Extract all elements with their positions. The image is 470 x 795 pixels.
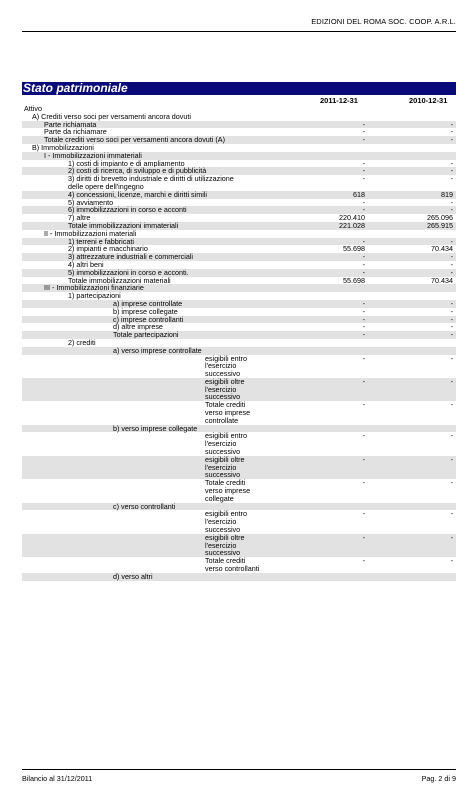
table-row: [22, 300, 456, 308]
row-label: Totale partecipazioni: [113, 330, 179, 340]
value-2011: -: [362, 166, 365, 176]
value-2010: -: [450, 158, 453, 168]
row-label: b) imprese collegate: [113, 306, 178, 316]
value-2011: -: [362, 330, 365, 340]
balance-sheet-table: [22, 105, 456, 581]
value-2011: 55.698: [343, 275, 365, 285]
value-2011: -: [362, 119, 365, 129]
value-2011: -: [362, 314, 365, 324]
row-label: Totale crediti verso imprese collegate: [205, 478, 251, 503]
table-row: [22, 316, 456, 324]
row-label: d) altre imprese: [113, 322, 163, 332]
value-2010: -: [450, 431, 453, 441]
value-2011: -: [362, 376, 365, 386]
row-label: Parte da richiamare: [44, 127, 107, 137]
table-row: [22, 573, 456, 581]
row-label: I - Immobilizzazioni immateriali: [44, 150, 142, 160]
column-headers: [0, 96, 470, 105]
row-label: Totale crediti verso controllanti: [205, 556, 260, 574]
row-label: esigibili entro l'esercizio successivo: [205, 353, 247, 379]
table-row: [22, 534, 456, 557]
value-2011: 221.028: [339, 220, 365, 230]
value-2011: -: [362, 158, 365, 168]
value-2011: -: [362, 306, 365, 316]
value-2011: -: [362, 431, 365, 441]
value-2011: -: [362, 205, 365, 215]
table-row: [22, 292, 456, 300]
table-row: [22, 401, 456, 424]
row-label: 3) diritti di brevetto industriale e diritti di utilizzazione delle opere dell'ingegno: [68, 174, 234, 191]
table-row: [22, 323, 456, 331]
section-title: Stato patrimoniale: [22, 82, 456, 95]
table-row: [22, 355, 456, 378]
value-2011: -: [362, 252, 365, 262]
value-2011: -: [362, 135, 365, 145]
column-header-2010: 2010-12-31: [409, 96, 448, 105]
row-label: 7) altre: [68, 213, 91, 223]
table-row: [22, 456, 456, 479]
value-2011: -: [362, 478, 365, 488]
value-2011: -: [362, 322, 365, 332]
value-2011: -: [362, 197, 365, 207]
value-2010: -: [450, 174, 453, 184]
row-label: esigibili oltre l'esercizio successivo: [205, 376, 245, 402]
value-2010: -: [450, 376, 453, 386]
value-2010: -: [450, 478, 453, 488]
row-label: 1) partecipazioni: [68, 291, 121, 301]
value-2010: 70.434: [431, 275, 453, 285]
value-2010: -: [450, 509, 453, 519]
row-label: esigibili oltre l'esercizio successivo: [205, 532, 245, 558]
row-label: Totale immobilizzazioni immateriali: [68, 220, 179, 230]
value-2011: 55.698: [343, 244, 365, 254]
page-number: Pag. 2 di 9: [421, 774, 456, 783]
value-2010: -: [450, 119, 453, 129]
row-label: 4) altri beni: [68, 259, 104, 269]
value-2010: -: [450, 252, 453, 262]
value-2011: -: [362, 259, 365, 269]
row-label: II - Immobilizzazioni materiali: [44, 228, 137, 238]
row-label: 1) costi di impianto e di ampliamento: [68, 158, 185, 168]
column-header-2011: 2011-12-31: [320, 96, 358, 105]
value-2011: -: [362, 353, 365, 363]
row-label: III - Immobilizzazioni finanziarie: [44, 283, 144, 293]
value-2010: -: [450, 322, 453, 332]
row-label: c) imprese controllanti: [113, 314, 184, 324]
row-label: Parte richiamata: [44, 119, 97, 129]
row-label: 3) attrezzature industriali e commerciali: [68, 252, 194, 262]
value-2010: -: [450, 197, 453, 207]
value-2011: -: [362, 532, 365, 542]
value-2011: -: [362, 127, 365, 137]
value-2010: -: [450, 330, 453, 340]
value-2011: -: [362, 267, 365, 277]
row-label: 4) concessioni, licenze, marchi e diritti simili: [68, 189, 208, 199]
row-label: d) verso altri: [113, 571, 153, 581]
value-2011: -: [362, 509, 365, 519]
value-2011: -: [362, 298, 365, 308]
row-label: Totale crediti verso imprese controllate: [205, 400, 251, 425]
table-row: [22, 557, 456, 573]
table-row: [22, 308, 456, 316]
value-2010: -: [450, 306, 453, 316]
value-2010: -: [450, 556, 453, 566]
value-2010: -: [450, 353, 453, 363]
footer-label: Bilancio al 31/12/2011: [22, 774, 93, 783]
value-2010: 819: [441, 189, 453, 199]
table-row: [22, 339, 456, 347]
value-2010: 265.915: [427, 220, 453, 230]
row-label: Attivo: [24, 104, 42, 113]
value-2011: 618: [353, 189, 365, 199]
value-2010: 70.434: [431, 244, 453, 254]
value-2010: -: [450, 267, 453, 277]
table-row: [22, 175, 456, 191]
row-label: B) Immobilizzazioni: [32, 142, 94, 152]
row-label: 2) costi di ricerca, di sviluppo e di pubblicità: [68, 166, 207, 176]
row-label: 5) immobilizzazioni in corso e acconti.: [68, 267, 189, 277]
row-label: 2) crediti: [68, 337, 96, 347]
value-2010: -: [450, 454, 453, 464]
value-2010: -: [450, 400, 453, 410]
value-2010: -: [450, 532, 453, 542]
value-2010: -: [450, 135, 453, 145]
value-2011: -: [362, 556, 365, 566]
row-label: Totale crediti verso soci per versamenti ancora dovuti (A): [44, 135, 225, 145]
value-2010: -: [450, 259, 453, 269]
row-label: 1) terreni e fabbricati: [68, 236, 134, 246]
table-row: [22, 432, 456, 455]
value-2010: 265.096: [427, 213, 453, 223]
row-label: a) verso imprese controllate: [113, 345, 202, 355]
value-2010: -: [450, 205, 453, 215]
table-row: [22, 479, 456, 502]
row-label: a) imprese controllate: [113, 298, 183, 308]
table-row: [22, 510, 456, 533]
row-label: b) verso imprese collegate: [113, 423, 198, 433]
value-2010: -: [450, 298, 453, 308]
header-company-name: EDIZIONI DEL ROMA SOC. COOP. A.R.L.: [311, 17, 456, 26]
value-2010: -: [450, 236, 453, 246]
row-label: 2) impianti e macchinario: [68, 244, 148, 254]
value-2011: -: [362, 236, 365, 246]
row-label: Totale immobilizzazioni materiali: [68, 275, 171, 285]
header-divider: [22, 31, 456, 32]
value-2011: -: [362, 174, 365, 184]
row-label: esigibili entro l'esercizio successivo: [205, 431, 247, 457]
value-2010: -: [450, 127, 453, 137]
value-2011: -: [362, 400, 365, 410]
row-label: 6) immobilizzazioni in corso e acconti: [68, 205, 187, 215]
value-2011: -: [362, 454, 365, 464]
value-2011: 220.410: [339, 213, 365, 223]
row-label: c) verso controllanti: [113, 501, 176, 511]
value-2010: -: [450, 314, 453, 324]
row-label: esigibili oltre l'esercizio successivo: [205, 454, 245, 480]
row-label: A) Crediti verso soci per versamenti ancora dovuti: [32, 111, 191, 121]
value-2010: -: [450, 166, 453, 176]
table-row: [22, 378, 456, 401]
row-label: 5) avviamento: [68, 197, 114, 207]
footer-divider: [22, 769, 456, 770]
row-label: esigibili entro l'esercizio successivo: [205, 509, 247, 535]
